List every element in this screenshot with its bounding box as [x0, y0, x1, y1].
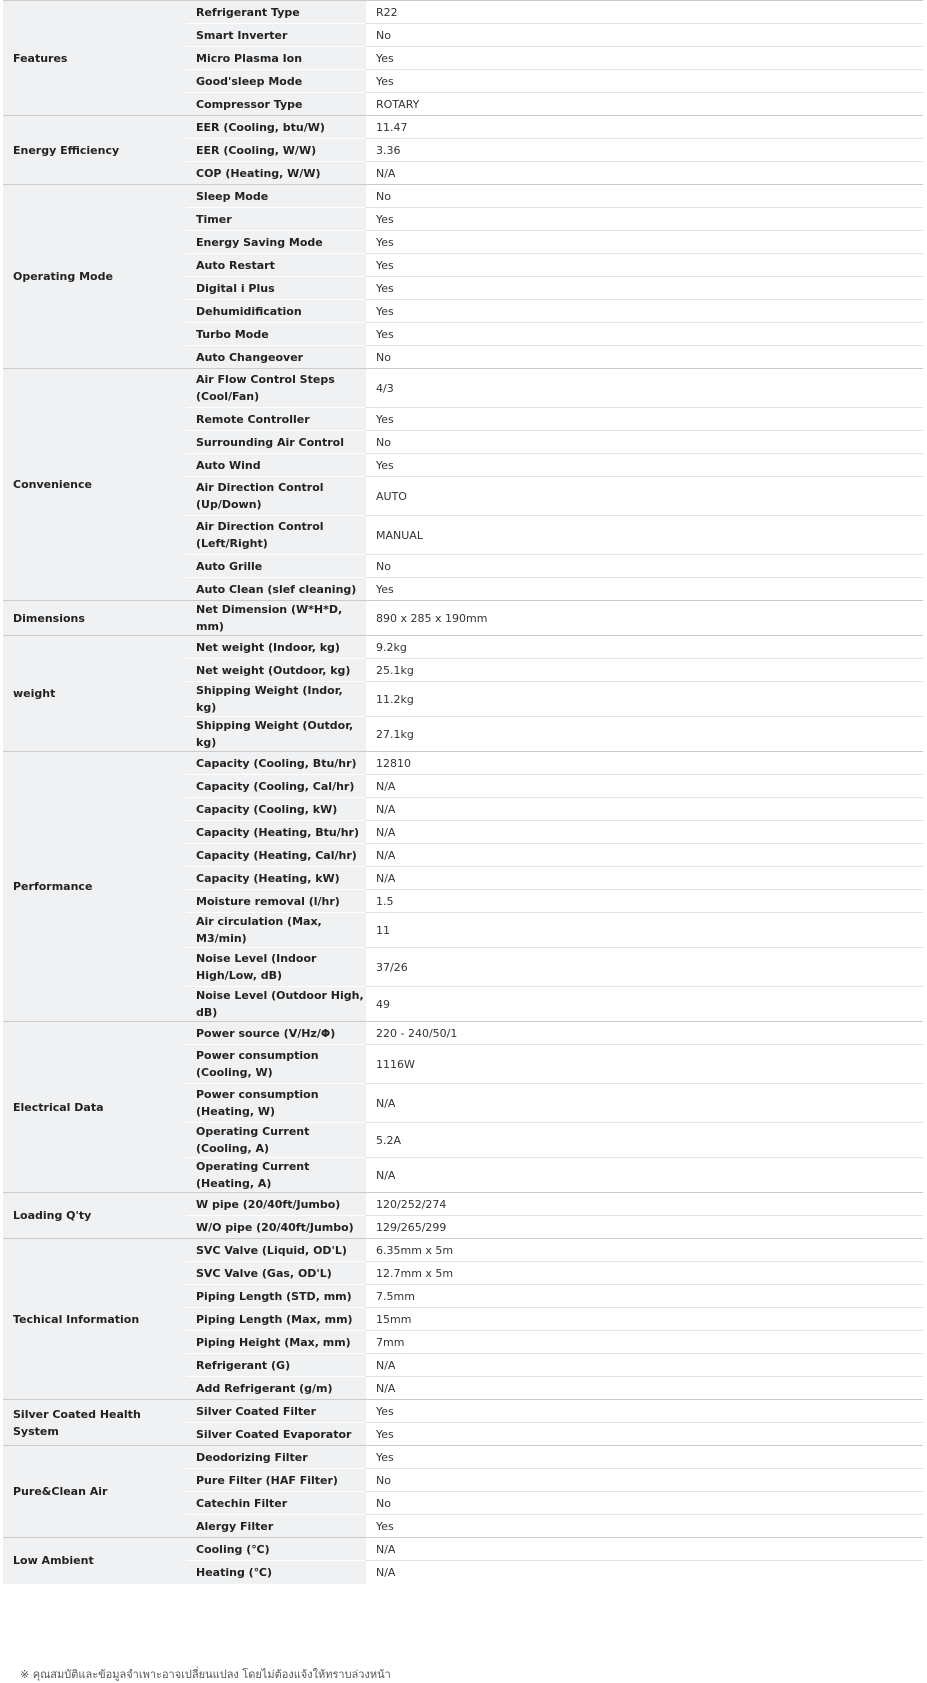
- spec-value: 220 - 240/50/1: [366, 1022, 923, 1045]
- spec-value: 1.5: [366, 890, 923, 913]
- spec-row: [3, 185, 923, 208]
- spec-row: [3, 1239, 923, 1262]
- spec-value: 1116W: [366, 1045, 923, 1084]
- spec-value: 890 x 285 x 190mm: [366, 601, 923, 636]
- spec-value: N/A: [366, 1538, 923, 1561]
- spec-value: Yes: [366, 1515, 923, 1538]
- spec-label: Good'sleep Mode: [186, 70, 366, 93]
- spec-row: [3, 1, 923, 24]
- spec-value: 9.2kg: [366, 636, 923, 659]
- spec-value: 12810: [366, 752, 923, 775]
- spec-value: 3.36: [366, 139, 923, 162]
- spec-label: Silver Coated Evaporator: [186, 1423, 366, 1446]
- spec-value: Yes: [366, 208, 923, 231]
- spec-label: Capacity (Heating, Cal/hr): [186, 844, 366, 867]
- spec-label: Refrigerant (G): [186, 1354, 366, 1377]
- spec-label: Noise Level (Outdoor High, dB): [186, 987, 366, 1022]
- spec-label: Cooling (℃): [186, 1538, 366, 1561]
- footnote: ※ คุณสมบัติและข้อมูลจำเพาะอาจเปลี่ยนแปลง โดยไม่ต้องแจ้งให้ทราบล่วงหน้า: [20, 1668, 391, 1681]
- spec-value: No: [366, 1469, 923, 1492]
- section-name: Performance: [3, 752, 186, 1022]
- spec-label: Power consumption (Cooling, W): [186, 1045, 366, 1084]
- spec-row: [3, 116, 923, 139]
- spec-value: 12.7mm x 5m: [366, 1262, 923, 1285]
- spec-value: R22: [366, 1, 923, 24]
- spec-value: 11.47: [366, 116, 923, 139]
- spec-label: Refrigerant Type: [186, 1, 366, 24]
- spec-value: N/A: [366, 1158, 923, 1193]
- spec-row: [3, 636, 923, 659]
- spec-value: No: [366, 346, 923, 369]
- spec-value: 4/3: [366, 369, 923, 408]
- spec-label: EER (Cooling, btu/W): [186, 116, 366, 139]
- spec-value: 6.35mm x 5m: [366, 1239, 923, 1262]
- spec-label: Piping Height (Max, mm): [186, 1331, 366, 1354]
- spec-label: Capacity (Heating, Btu/hr): [186, 821, 366, 844]
- spec-label: Dehumidification: [186, 300, 366, 323]
- section-name: Loading Q'ty: [3, 1193, 186, 1239]
- spec-value: Yes: [366, 323, 923, 346]
- spec-value: AUTO: [366, 477, 923, 516]
- spec-value: 7mm: [366, 1331, 923, 1354]
- spec-value: Yes: [366, 231, 923, 254]
- spec-label: SVC Valve (Liquid, OD'L): [186, 1239, 366, 1262]
- spec-label: Air Direction Control (Left/Right): [186, 516, 366, 555]
- spec-value: N/A: [366, 162, 923, 185]
- spec-label: W/O pipe (20/40ft/Jumbo): [186, 1216, 366, 1239]
- spec-label: Catechin Filter: [186, 1492, 366, 1515]
- spec-value: 27.1kg: [366, 717, 923, 752]
- section-name: Low Ambient: [3, 1538, 186, 1584]
- spec-value: N/A: [366, 775, 923, 798]
- section-name: Silver Coated Health System: [3, 1400, 186, 1446]
- spec-table-container: [3, 0, 923, 1584]
- spec-value: 5.2A: [366, 1123, 923, 1158]
- spec-label: Surrounding Air Control: [186, 431, 366, 454]
- spec-value: No: [366, 555, 923, 578]
- spec-value: Yes: [366, 454, 923, 477]
- spec-table: [3, 0, 923, 1584]
- spec-label: SVC Valve (Gas, OD'L): [186, 1262, 366, 1285]
- spec-label: Capacity (Heating, kW): [186, 867, 366, 890]
- spec-label: Compressor Type: [186, 93, 366, 116]
- section-name: Pure&Clean Air: [3, 1446, 186, 1538]
- spec-label: Energy Saving Mode: [186, 231, 366, 254]
- section-name: Convenience: [3, 369, 186, 601]
- spec-value: N/A: [366, 1354, 923, 1377]
- spec-value: No: [366, 185, 923, 208]
- spec-row: [3, 1193, 923, 1216]
- spec-value: N/A: [366, 1561, 923, 1584]
- spec-label: Auto Grille: [186, 555, 366, 578]
- spec-label: Silver Coated Filter: [186, 1400, 366, 1423]
- spec-label: Digital i Plus: [186, 277, 366, 300]
- spec-label: Timer: [186, 208, 366, 231]
- spec-label: Capacity (Cooling, Btu/hr): [186, 752, 366, 775]
- spec-label: Capacity (Cooling, kW): [186, 798, 366, 821]
- spec-row: [3, 1538, 923, 1561]
- spec-label: Alergy Filter: [186, 1515, 366, 1538]
- spec-row: [3, 1446, 923, 1469]
- spec-label: Operating Current (Cooling, A): [186, 1123, 366, 1158]
- spec-value: Yes: [366, 1423, 923, 1446]
- spec-value: 7.5mm: [366, 1285, 923, 1308]
- spec-label: Micro Plasma Ion: [186, 47, 366, 70]
- section-name: Energy Efficiency: [3, 116, 186, 185]
- spec-label: Piping Length (STD, mm): [186, 1285, 366, 1308]
- spec-value: Yes: [366, 277, 923, 300]
- spec-value: 49: [366, 987, 923, 1022]
- spec-label: Air Direction Control (Up/Down): [186, 477, 366, 516]
- spec-label: Net weight (Indoor, kg): [186, 636, 366, 659]
- spec-label: Remote Controller: [186, 408, 366, 431]
- spec-value: Yes: [366, 47, 923, 70]
- spec-label: Pure Filter (HAF Filter): [186, 1469, 366, 1492]
- spec-value: Yes: [366, 254, 923, 277]
- spec-label: Piping Length (Max, mm): [186, 1308, 366, 1331]
- spec-value: Yes: [366, 1446, 923, 1469]
- spec-value: 11: [366, 913, 923, 948]
- spec-label: Operating Current (Heating, A): [186, 1158, 366, 1193]
- spec-label: Auto Clean (slef cleaning): [186, 578, 366, 601]
- spec-label: Add Refrigerant (g/m): [186, 1377, 366, 1400]
- spec-label: Power consumption (Heating, W): [186, 1084, 366, 1123]
- spec-value: No: [366, 24, 923, 47]
- spec-value: Yes: [366, 578, 923, 601]
- spec-label: Auto Wind: [186, 454, 366, 477]
- spec-label: Moisture removal (l/hr): [186, 890, 366, 913]
- spec-label: Sleep Mode: [186, 185, 366, 208]
- section-name: Features: [3, 1, 186, 116]
- spec-label: COP (Heating, W/W): [186, 162, 366, 185]
- spec-value: No: [366, 431, 923, 454]
- spec-label: Power source (V/Hz/Φ): [186, 1022, 366, 1045]
- spec-label: Smart Inverter: [186, 24, 366, 47]
- spec-row: [3, 369, 923, 408]
- spec-value: N/A: [366, 1377, 923, 1400]
- spec-label: Net Dimension (W*H*D, mm): [186, 601, 366, 636]
- spec-row: [3, 601, 923, 636]
- spec-value: 129/265/299: [366, 1216, 923, 1239]
- spec-label: Turbo Mode: [186, 323, 366, 346]
- spec-value: 25.1kg: [366, 659, 923, 682]
- section-name: Electrical Data: [3, 1022, 186, 1193]
- section-name: Operating Mode: [3, 185, 186, 369]
- spec-value: N/A: [366, 1084, 923, 1123]
- spec-value: N/A: [366, 821, 923, 844]
- section-name: weight: [3, 636, 186, 752]
- spec-value: No: [366, 1492, 923, 1515]
- spec-value: Yes: [366, 70, 923, 93]
- spec-label: Auto Changeover: [186, 346, 366, 369]
- spec-value: 37/26: [366, 948, 923, 987]
- spec-value: N/A: [366, 844, 923, 867]
- spec-value: Yes: [366, 1400, 923, 1423]
- spec-value: Yes: [366, 408, 923, 431]
- spec-value: 120/252/274: [366, 1193, 923, 1216]
- spec-label: Shipping Weight (Outdor, kg): [186, 717, 366, 752]
- spec-label: Net weight (Outdoor, kg): [186, 659, 366, 682]
- spec-label: Air circulation (Max, M3/min): [186, 913, 366, 948]
- spec-label: Heating (℃): [186, 1561, 366, 1584]
- spec-label: Deodorizing Filter: [186, 1446, 366, 1469]
- spec-label: Air Flow Control Steps (Cool/Fan): [186, 369, 366, 408]
- spec-value: 11.2kg: [366, 682, 923, 717]
- spec-row: [3, 752, 923, 775]
- spec-value: 15mm: [366, 1308, 923, 1331]
- spec-label: Noise Level (Indoor High/Low, dB): [186, 948, 366, 987]
- spec-label: Shipping Weight (Indor, kg): [186, 682, 366, 717]
- spec-label: Auto Restart: [186, 254, 366, 277]
- spec-value: MANUAL: [366, 516, 923, 555]
- spec-row: [3, 1022, 923, 1045]
- spec-label: EER (Cooling, W/W): [186, 139, 366, 162]
- spec-value: Yes: [366, 300, 923, 323]
- spec-row: [3, 1400, 923, 1423]
- spec-value: N/A: [366, 798, 923, 821]
- spec-label: Capacity (Cooling, Cal/hr): [186, 775, 366, 798]
- spec-value: ROTARY: [366, 93, 923, 116]
- spec-value: N/A: [366, 867, 923, 890]
- section-name: Techical Information: [3, 1239, 186, 1400]
- spec-label: W pipe (20/40ft/Jumbo): [186, 1193, 366, 1216]
- spec-table-body: [3, 1, 923, 1584]
- section-name: Dimensions: [3, 601, 186, 636]
